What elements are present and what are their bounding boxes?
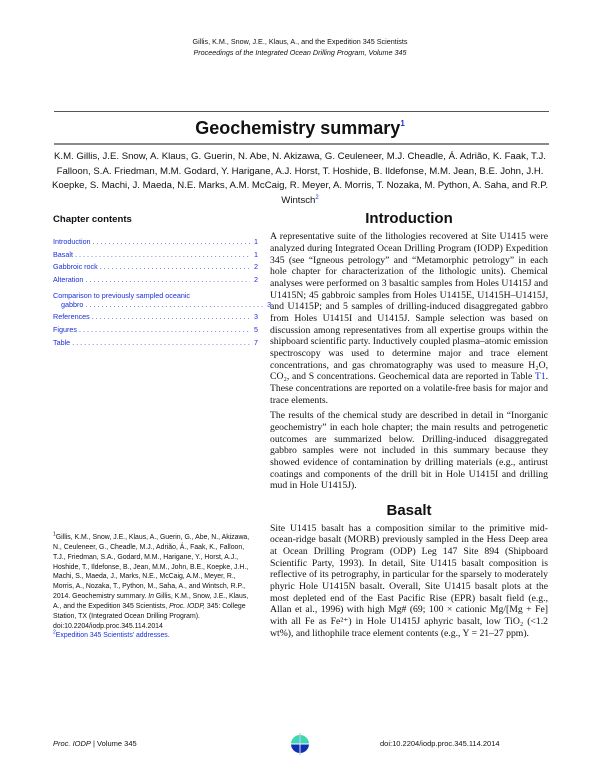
citation-in: In <box>148 593 154 601</box>
toc-item-table[interactable] <box>53 334 258 347</box>
right-column <box>270 210 548 639</box>
footnote-citation <box>53 533 258 622</box>
leader-dots <box>79 325 250 334</box>
toc-page: 5 <box>254 324 258 334</box>
citation-text-2: Gillis, K.M., Snow, J.E., Klaus, A., and the Expedition 345 Scientists, <box>53 593 249 610</box>
toc-label: Alteration <box>53 274 84 284</box>
toc-label: Basalt <box>53 249 73 259</box>
basalt-paragraph-1: Site U1415 basalt has a composition similar to the primitive mid-ocean-ridge basalt (MORB) previously sampled in the Hess Deep area at Ocean Drilling Program (ODP) Leg 147 Site 894 (Shipboard Scientific Party, 1993). In detail, Site U1415 basalt composition is reflective of its petrography, in particular for the sparsely to moderately phyric Hole U1415N basalt. Overall, Site U1415 basalt plots at the most depleted end of the East Pacific Rise (EPR) basalt field (e.g., Allan et al., 1996) with high Mg# (69; 100 × cationic Mg/[Mg + Fe] with all Fe as Fe²⁺) in Hole U1415J aphyric basalt, low TiO₂ (<1.2 wt%), and lithophile trace element contents (e.g., Y = 21–27 ppm). <box>270 522 548 639</box>
toc-item-figures[interactable] <box>53 321 258 334</box>
table-of-contents <box>53 233 272 347</box>
toc-item-gabbroic-rock[interactable] <box>53 259 258 272</box>
footnote-mark: 2 <box>53 630 56 637</box>
author-list <box>45 150 555 208</box>
running-head-authors: Gillis, K.M., Snow, J.E., Klaus, A., and the Expedition 345 Scientists <box>192 37 408 46</box>
toc-item-references[interactable] <box>53 309 258 322</box>
leader-dots <box>93 237 250 246</box>
citation-text: Gillis, K.M., Snow, J.E., Klaus, A., Guerin, G., Abe, N., Akizawa, N., Ceuleneer, G., Cheadle, M.J., Adrião, Á., Faak, K., Falloon, T.J., Friedman, S.A., Godard, M.M., Harigane, Y., Horst, A.J., Hoshide, T., Ildefonse, B., Jean, M.M., John, B.E., Koepke, J.H., Machi, S., Maeda, J., Marks, N.E., McCaig, A.M., Meyer, R., Morris, A., Nozaka, T., Python, M., Saha, A., and Wintsch, R.P., 2014. Geochemistry summary. <box>53 534 250 601</box>
leader-dots <box>85 275 250 284</box>
section-heading-basalt: Basalt <box>386 501 432 519</box>
toc-label-continued: gabbro <box>61 299 84 309</box>
introduction-paragraph-2: The results of the chemical study are described in detail in “Inorganic geochemistry” in each hole chapter; the main results and petrogenetic outcomes are summarized below. Drilling-induced disaggregated gabbro samples were not included in this summary because they showed evidence of contamination by drilling materials (e.g., antirust coatings and components of the drill bit in Hole U1415I and drilling mud in Hole U1415J). <box>270 410 548 492</box>
toc-page: 3 <box>267 299 272 309</box>
footnote-addresses <box>53 631 258 641</box>
toc-page: 2 <box>254 274 258 284</box>
leader-dots <box>92 312 250 321</box>
leader-dots <box>72 338 250 347</box>
footnotes <box>53 533 258 641</box>
toc-label: Figures <box>53 324 77 334</box>
section-heading-introduction: Introduction <box>365 210 453 228</box>
authors-text: K.M. Gillis, J.E. Snow, A. Klaus, G. Guerin, N. Abe, N. Akizawa, G. Ceuleneer, M.J. Cheadle, Á. Adrião, K. Faak, T.J. Falloon, S.A. Friedman, M.M. Godard, Y. Harigane, A.J. Horst, T. Hoshide, B. Ildefonse, M.M. Jean, B.E. John, J.H. Koepke, S. Machi, J. Maeda, N.E. Marks, A.M. McCaig, R. Meyer, A. Morris, T. Nozaka, M. Python, A. Saha, and R.P. Wintsch <box>51 151 549 206</box>
citation-journal: Proc. IODP, <box>169 602 205 610</box>
title-footnote-link[interactable]: 1 <box>400 119 405 128</box>
title-text: Geochemistry summary <box>195 118 401 138</box>
leader-dots <box>100 262 250 271</box>
footer-journal <box>53 739 137 748</box>
journal-name: Proc. IODP <box>53 739 91 748</box>
table-t1-link[interactable]: T1 <box>534 371 546 383</box>
footer-doi: doi:10.2204/iodp.proc.345.114.2014 <box>380 739 500 748</box>
toc-page: 1 <box>254 236 258 246</box>
toc-label: Gabbroic rock <box>53 262 98 272</box>
paragraph-text: A representative suite of the lithologies recovered at Site U1415 were analyzed during Integrated Ocean Drilling Program (IODP) Expedition 345 (see “Igneous petrology” and “Metamorphic petrology” in each hole chapter for characterization of the lithologic units). Chemical analyses were performed on 3 basaltic samples from Holes U1415J and U1415N; 45 gabbroic samples from Holes U1415E, U1415H–U1415J, and U1415P; and 5 samples of drilling-induced disaggregated gabbro from Holes U1415I and U1415J. Sample selection was based on discussion among representatives from all expertise groups within the shipboard scientific party. Inductively coupled plasma–atomic emission spectroscopy was used to determine major and trace element concentrations, and gas chromatography was used to measure H₂O, CO₂, and S concentrations. Geochemical data are reported in Table <box>270 231 548 383</box>
citation-text-3: 345: College Station, TX (Integrated Ocean Drilling Program). <box>53 602 246 620</box>
leader-dots <box>75 250 250 259</box>
toc-label: References <box>53 312 90 322</box>
leader-dots <box>85 300 263 309</box>
volume: | Volume 345 <box>90 739 137 748</box>
authors-footnote-link[interactable]: 2 <box>315 194 319 201</box>
toc-page: 7 <box>254 337 258 347</box>
footnote-mark: 1 <box>53 531 56 538</box>
introduction-paragraph-1 <box>270 231 548 406</box>
toc-label: Introduction <box>53 236 91 246</box>
running-head <box>0 36 600 111</box>
running-head-publication: Proceedings of the Integrated Ocean Drilling Program, Volume 345 <box>193 48 407 57</box>
toc-label: Comparison to previously sampled oceanic <box>53 290 191 300</box>
toc-label: Table <box>53 337 71 347</box>
toc-page: 1 <box>254 249 258 259</box>
toc-item-comparison[interactable] <box>53 284 272 309</box>
toc-page: 2 <box>254 262 258 272</box>
toc-heading: Chapter contents <box>53 214 132 226</box>
toc-item-alteration[interactable] <box>53 271 258 284</box>
title-divider <box>54 143 549 145</box>
citation-doi: doi:10.2204/iodp.proc.345.114.2014 <box>53 622 163 630</box>
toc-item-basalt[interactable] <box>53 246 258 259</box>
page-title <box>0 117 600 139</box>
divider <box>54 111 549 112</box>
iodp-logo-icon <box>290 733 310 755</box>
addresses-link[interactable]: Expedition 345 Scientists’ addresses. <box>55 632 170 640</box>
toc-page: 3 <box>254 312 258 322</box>
toc-item-introduction[interactable] <box>53 233 258 246</box>
paragraph-text: . These concentrations are reported on a volatile-free basis for major and trace elements. <box>270 371 548 406</box>
